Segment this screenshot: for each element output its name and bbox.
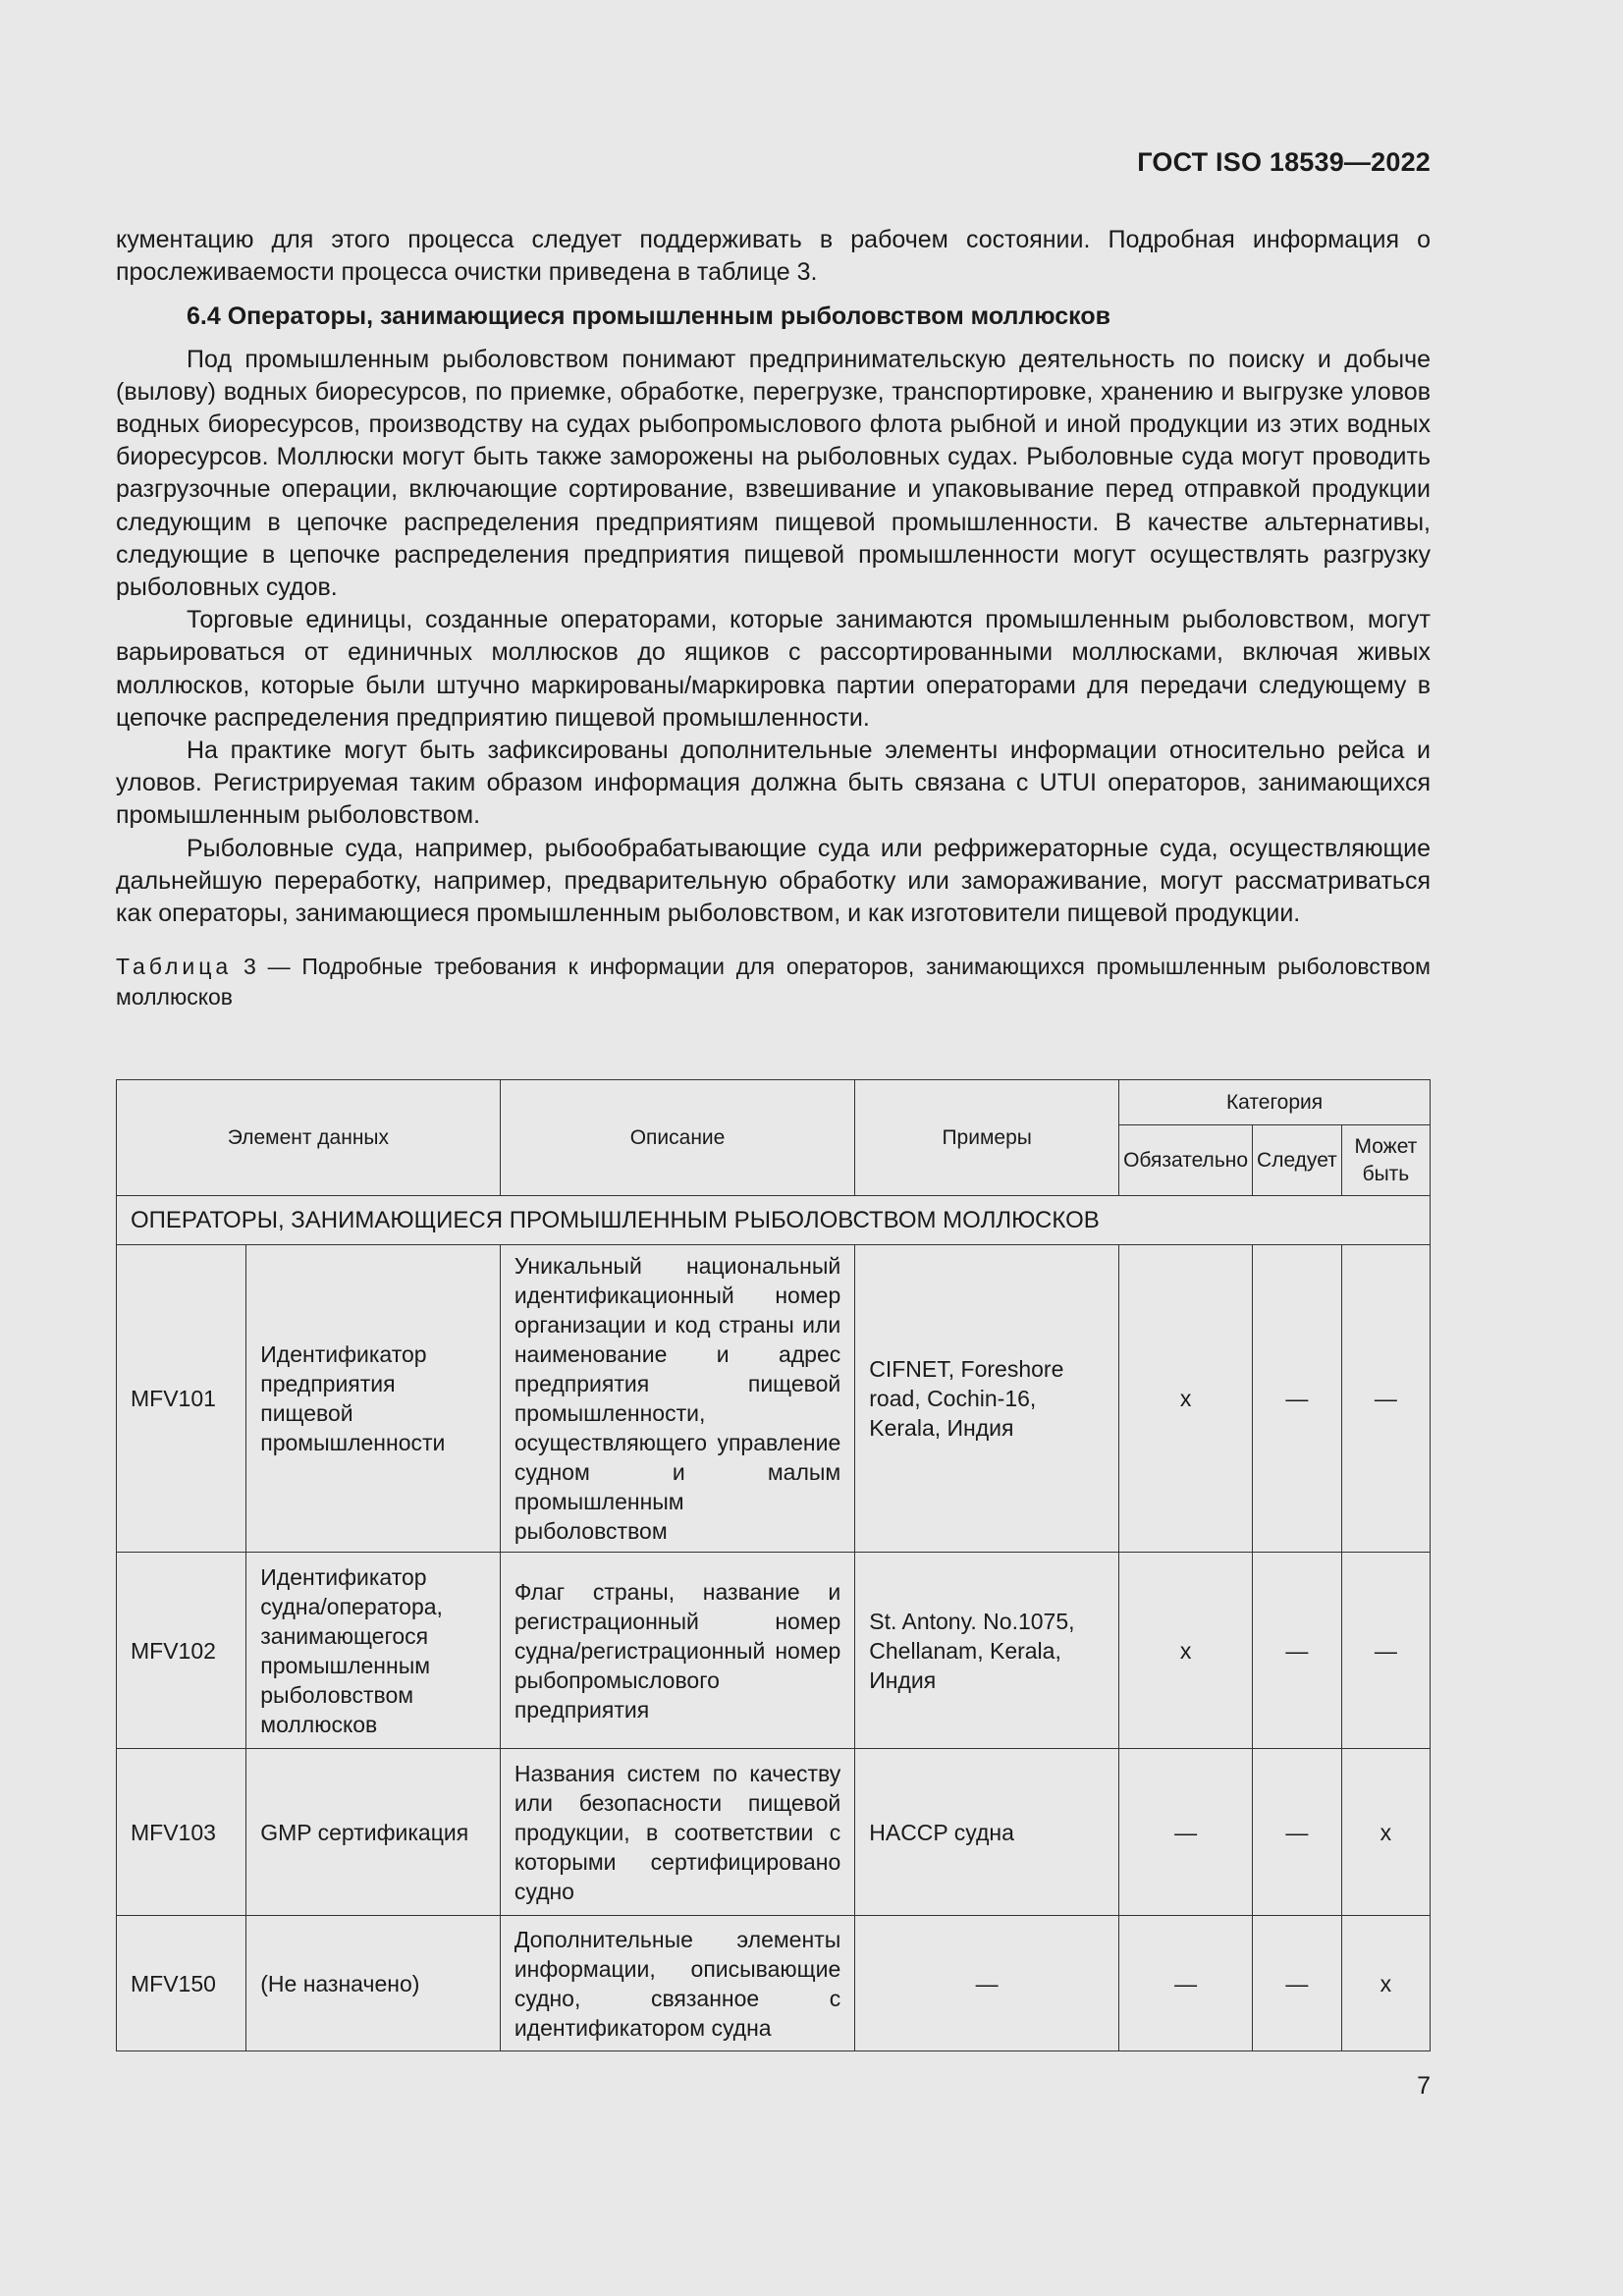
document-code: ГОСТ ISO 18539—2022 xyxy=(1137,147,1431,177)
row-description: Дополнительные элементы информации, описывающие судно, связанное с идентификатором судна xyxy=(500,1916,854,2051)
row-example: St. Antony. No.1075, Chellanam, Kerala, Индия xyxy=(855,1553,1119,1749)
row-name: Идентификатор предприятия пищевой промышленности xyxy=(246,1245,501,1553)
row-example: HACCP судна xyxy=(855,1749,1119,1916)
paragraph: На практике могут быть зафиксированы дополнительные элементы информации относительно рейса и уловов. Регистрируемая таким образом информация должна быть связана с UTUI операторов, занимающихся промышленным рыболовством. xyxy=(116,737,1431,830)
row-should: — xyxy=(1253,1916,1342,2051)
table-row xyxy=(117,1916,1431,2051)
paragraph: Под промышленным рыболовством понимают предпринимательскую деятельность по поиску и добыче (вылову) водных биоресурсов, по приемке, обработке, перегрузке, транспортировке, хранению и выгрузке уловов водных биоресурсов, производству на судах рыбопромыслового флота рыбной и иной продукции из этих водных биоресурсов. Моллюски могут быть также заморожены на рыболовных судах. Рыболовные суда могут проводить разгрузочные операции, включающие сортирование, взвешивание и упаковывание перед отправкой продукции следующим в цепочке распределения предприятиям пищевой промышленности. В качестве альтернативы, следующие в цепочке распределения предприятия пищевой промышленности могут осуществлять разгрузку рыболовных судов. xyxy=(116,345,1431,602)
row-may: — xyxy=(1341,1553,1430,1749)
row-code: MFV150 xyxy=(117,1916,246,2051)
table-caption-label: Таблица xyxy=(116,954,233,980)
section-heading: 6.4 Операторы, занимающиеся промышленным рыболовством моллюсков xyxy=(187,302,1110,331)
row-name: GMP сертификация xyxy=(246,1749,501,1916)
page-number: 7 xyxy=(1417,2072,1431,2100)
row-mandatory: — xyxy=(1119,1916,1253,2051)
row-description: Уникальный национальный идентификационный номер организации и код страны или наименование и адрес предприятия пищевой промышленности, осуществляющего управление судном и малым промышленным рыболовством xyxy=(500,1245,854,1553)
table-row xyxy=(117,1245,1431,1553)
row-should: — xyxy=(1253,1553,1342,1749)
row-mandatory: x xyxy=(1119,1245,1253,1553)
row-may: x xyxy=(1341,1749,1430,1916)
body-text xyxy=(116,224,1431,1012)
row-example: CIFNET, Foreshore road, Cochin-16, Kerala, Индия xyxy=(855,1245,1119,1553)
table-caption xyxy=(116,952,1431,1012)
header-description: Описание xyxy=(500,1080,854,1196)
table-section-label: ОПЕРАТОРЫ, ЗАНИМАЮЩИЕСЯ ПРОМЫШЛЕННЫМ РЫБОЛОВСТВОМ МОЛЛЮСКОВ xyxy=(117,1196,1431,1245)
row-may: x xyxy=(1341,1916,1430,2051)
table-caption-text: 3 — Подробные требования к информации для операторов, занимающихся промышленным рыболовством моллюсков xyxy=(116,954,1431,1011)
row-should: — xyxy=(1253,1245,1342,1553)
requirements-table xyxy=(116,1079,1431,2051)
header-data-element: Элемент данных xyxy=(117,1080,501,1196)
header-should: Следует xyxy=(1253,1125,1342,1196)
intro-paragraph: кументацию для этого процесса следует поддерживать в рабочем состоянии. Подробная информация о прослеживаемости процесса очистки приведена в таблице 3. xyxy=(116,226,1431,287)
row-name: Идентификатор судна/оператора, занимающегося промышленным рыболовством моллюсков xyxy=(246,1553,501,1749)
row-mandatory: — xyxy=(1119,1749,1253,1916)
row-code: MFV102 xyxy=(117,1553,246,1749)
row-name: (Не назначено) xyxy=(246,1916,501,2051)
row-should: — xyxy=(1253,1749,1342,1916)
row-example: — xyxy=(855,1916,1119,2051)
paragraph: Рыболовные суда, например, рыбообрабатывающие суда или рефрижераторные суда, осуществляющие дальнейшую переработку, например, предварительную обработку или замораживание, могут рассматриваться как операторы, занимающиеся промышленным рыболовством, и как изготовители пищевой продукции. xyxy=(116,834,1431,928)
header-may: Может быть xyxy=(1341,1125,1430,1196)
table-row xyxy=(117,1749,1431,1916)
header-examples: Примеры xyxy=(855,1080,1119,1196)
header-mandatory: Обязательно xyxy=(1119,1125,1253,1196)
row-description: Названия систем по качеству или безопасности пищевой продукции, в соответствии с которыми сертифицировано судно xyxy=(500,1749,854,1916)
table-row xyxy=(117,1553,1431,1749)
row-mandatory: x xyxy=(1119,1553,1253,1749)
row-description: Флаг страны, название и регистрационный номер судна/регистрационный номер рыбопромыслового предприятия xyxy=(500,1553,854,1749)
row-code: MFV103 xyxy=(117,1749,246,1916)
paragraph: Торговые единицы, созданные операторами, которые занимаются промышленным рыболовством, могут варьироваться от единичных моллюсков до ящиков с рассортированными моллюсками, включая живых моллюсков, которые были штучно маркированы/маркировка партии операторами для передачи следующему в цепочке распределения предприятию пищевой промышленности. xyxy=(116,606,1431,732)
header-category: Категория xyxy=(1119,1080,1431,1125)
row-may: — xyxy=(1341,1245,1430,1553)
row-code: MFV101 xyxy=(117,1245,246,1553)
